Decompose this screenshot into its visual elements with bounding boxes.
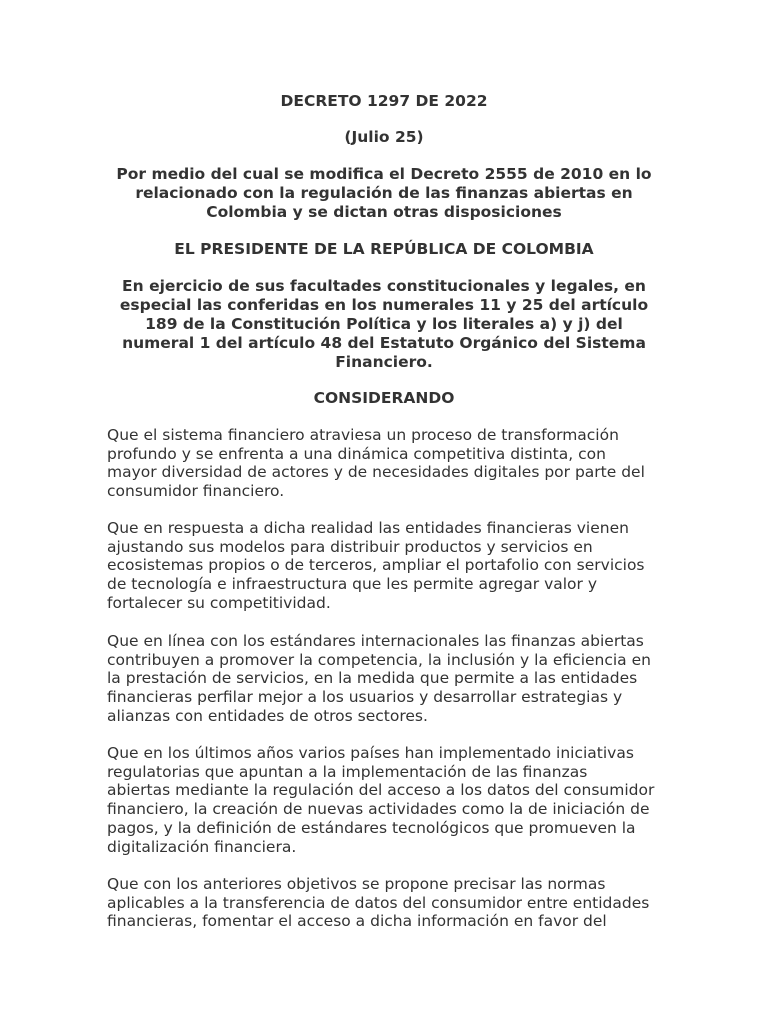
decree-date: (Julio 25): [344, 128, 424, 146]
considering-paragraph: Que en respuesta a dicha realidad las entidades financieras vienen ajustando sus modelos para distribuir productos y servicios en ecosistemas propios o de terceros, ampliar el portafolio con servicios de tecnología e infraestructura que les permite agregar valor y fortalecer su competitividad.: [107, 519, 645, 612]
decree-title: DECRETO 1297 DE 2022: [280, 92, 488, 110]
considering-paragraph: Que el sistema financiero atraviesa un proceso de transformación profundo y se enfrenta a una dinámica competitiva distinta, con mayor diversidad de actores y de necesidades digitales por parte del consumidor financiero.: [107, 426, 645, 501]
considering-paragraph: Que en los últimos años varios países han implementado iniciativas regulatorias que apuntan a la implementación de las finanzas abiertas mediante la regulación del acceso a los datos del consumidor financiero, la creación de nuevas actividades como la de iniciación de pagos, y la definición de estándares tecnológicos que promueven la digitalización financiera.: [107, 744, 655, 856]
decree-subject: Por medio del cual se modifica el Decreto 2555 de 2010 en lo relacionado con la regulación de las finanzas abiertas en Colombia y se dictan otras disposiciones: [116, 165, 652, 221]
powers-statement: En ejercicio de sus facultades constitucionales y legales, en especial las conferidas en los numerales 11 y 25 del artículo 189 de la Constitución Política y los literales a) y j) del numeral 1 del artículo 48 del Estatuto Orgánico del Sistema Financiero.: [119, 277, 649, 371]
president-heading: EL PRESIDENTE DE LA REPÚBLICA DE COLOMBIA: [174, 240, 594, 258]
considering-paragraph: Que en línea con los estándares internacionales las finanzas abiertas contribuyen a promover la competencia, la inclusión y la eficiencia en la prestación de servicios, en la medida que permite a las entidades financieras perfilar mejor a los usuarios y desarrollar estrategias y alianzas con entidades de otros sectores.: [107, 632, 651, 725]
considering-heading: CONSIDERANDO: [313, 389, 455, 407]
considering-paragraph: Que con los anteriores objetivos se propone precisar las normas aplicables a la transferencia de datos del consumidor entre entidades financieras, fomentar el acceso a dicha información en favor del: [107, 875, 650, 931]
